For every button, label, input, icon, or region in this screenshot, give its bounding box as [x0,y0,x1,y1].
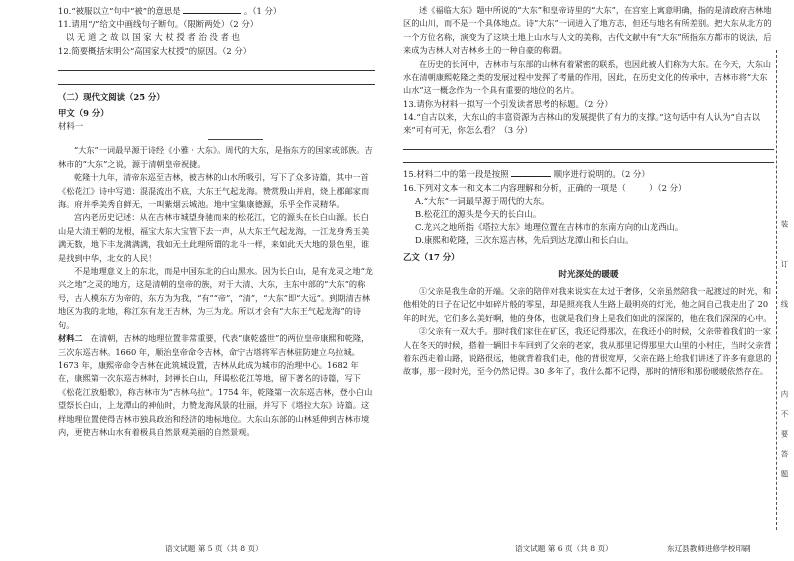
option-a: A.“大东”一词最早源于周代的大东。 [415,195,550,206]
binding-label: 订 [780,260,789,268]
binding-label: 内 [780,390,789,398]
article-title: 时光深处的暖暖 [558,269,619,280]
question-13: 13.请你为材料一拟写一个引发读者思考的标题。（2 分） [403,98,613,109]
paragraph: 述《福临大东》题中所说的“大东”和皇帝诗里的“大东”，在宫室上寓意明确，指的是清政府吉林地区的山川，而不是一个具体地点。诗“大东”一词进入了地方志，但还与地名有所差别。把大东从北方的一个方位名称，演变为了这块土地上山水与人文的美称，古代文献中有“大东”所指东方都市的说法，后来成为吉林人对吉林乡土的一种自豪的称谓。 [403,5,772,56]
material-1-label: 材料一 [58,121,84,132]
binding-label: 答 [780,450,789,458]
question-11: 11.请用“/”给文中画线句子断句。（限断两处）（2 分） [58,19,259,30]
option-b: B.松花江的源头是今天的长白山。 [415,209,542,220]
paragraph: “大东”一词最早源于诗经《小雅 · 大东》。周代的大东，是指东方的国家或部族。吉林市的“大东”之说，源于清朝皇帝祝捷。 [58,145,373,169]
question-10: 10.“被服以立”句中“被”的意思是 。（1 分） [58,6,282,16]
option-d: D.康熙和乾隆，三次东巡吉林，先后到达龙潭山和长白山。 [415,235,634,246]
question-16: 16.下列对文本一和文本二内容理解和分析，正确的一项是（ ）（2 分） [403,182,687,193]
page-footer: 语文试题 第 5 页（共 8 页） [165,544,263,553]
page-footer: 语文试题 第 6 页（共 8 页） [515,544,613,553]
binding-label: 不 [780,410,789,418]
answer-line[interactable] [58,70,375,71]
yi-title: 乙文（17 分） [403,251,460,262]
answer-line[interactable] [403,162,774,163]
right-page [397,0,794,561]
section-title: （二）现代文阅读（25 分） [58,91,165,102]
option-c: C.龙兴之地所指《塔拉大东》地理位置在吉林市的东南方向的山龙西山。 [415,222,684,233]
question-12: 12.简要概括宋明公“高国家大杖授”的原因。（2 分） [58,45,252,56]
paragraph: 在历史的长河中，吉林市与东部的山林有着紧密的联系，也因此被人们称为大东。在今天，大东山水在清朝康熙乾隆之类的发展过程中发挥了考量的作用，因此，在历史文化的传承中，吉林市将“大东山水”这一概念作为一个具有重要的地位的名片。 [403,58,772,96]
printer-note: 东辽县教师进修学校印刷 [667,544,751,553]
question-11-sentence: 以 无 道 之 故 以 国 家 大 杖 授 者 治 没 者 也 [66,32,240,43]
binding-label: 装 [780,220,789,228]
paragraph: 材料二 在清朝，吉林的地理位置非常重要，代表“康乾盛世”的两位皇帝康熙和乾隆，三次东巡吉林。1660 年，顺治皇帝命令吉林，命宁古塔将军吉林驻防建立乌拉城。1673 年，康熙帝命令吉林在此筑城设置，吉林从此成为城市的治理中心。1682 年在，康熙第一次东巡吉林时，封禅长白山，拜谒松花江等地，留下著名的诗篇，写下《松花江放船歌》，称吉林市为“吉林乌拉”。1754 年，乾隆第一次东巡吉林，登小白山望祭长白山，上龙潭山的神仙时，力赞龙海风景的壮丽，并写下《塔拉大东》诗篇。这样地理位置使得吉林市独具政治和经济的地标地位。大东山东部的山林延伸到吉林市境内，更使吉林山水有着极具自然景观美丽的自然景观。 [58,333,373,437]
question-14: 14.“自古以来，大东山的丰富资源为吉林山的发展提供了有力的支撑。”这句话中有人认为“自古以来”可有可无，你怎么看？（3 分） [403,112,760,136]
question-15: 15.材料二中的第一段是按照 顺序进行说明的。（2 分） [403,169,650,180]
binding-margin-line [776,50,791,530]
paragraph: ①父亲是我生命的开端。父亲的陪伴对我来说实在太过于奢侈，父亲虽然陪我一起渡过的时光，和他相处的日子在记忆中如碎片般的零星，却是照亮我人生路上最明亮的灯光，他之间自己我走出了 20 年的时光，它们多么美好啊，他的身体，也就是我们身上是我们如此的深深的，他在我们深深的心中。 [403,285,772,323]
binding-label: 线 [780,300,789,308]
paragraph: ②父亲有一双大手。那时我们家住在矿区，我还记得那次，在我还小的时候，父亲带着我们的一家人在冬天的时候，搭着一辆旧卡车回到了父亲的老家，我从那里记得那里大山里的小村庄，当时父亲背着东西走着山路，说路很远，他就背着我们走，他的背很宽厚，父亲在路上给我们讲述了许多有意思的故事，那一段时光，至今仍然记得。30 多年了，我什么都不记得，那时的情形和那份暖暖依然存在。 [403,326,772,377]
answer-blank[interactable] [511,167,551,177]
answer-blank[interactable] [183,4,241,14]
binding-label: 题 [780,470,789,478]
binding-label: 要 [780,430,789,438]
jia-title: 甲文（9 分） [58,108,109,119]
paragraph: 乾隆十九年，清帝东巡至吉林，被吉林的山水所吸引，写下了众多诗篇，其中一首《松花江》诗中写道：混混流出不底，大东王气起龙海。赞赏殷山并肩，烧上郡邮家而海。府并季美秀自鲜无，一叫紫烟云城池。地中宝集康德源，乐乎全作灵精华。 [58,172,370,210]
paragraph: 不是地理意义上的东北，而是中国东北的白山黑水。因为长白山，是有龙灵之地“龙兴之地”之灵的地方，这是清朝的皇帝的族，对于大清、大东，主东中部的“大东”的称号，古人模东方为帝的，东方为为我，“有”“帝”，“清”，“大东”即“大远”。到期清吉林地区为我的北地，称江东有龙王吉林，为三为龙。所以才会有“大东王气起龙海”的诗句。 [58,266,373,330]
answer-line[interactable] [403,149,774,150]
title-underline [208,139,263,140]
paragraph: 宫内老历史记述：从在吉林市城望身驰而来的松花江，它的源头在长白山源。长白山是大清王朝的龙根，福宝大东大宝管下去一声，从大东王气起龙海，一江龙身秀玉美满无数，地下丰龙满满满，我如无土此理所谓的北斗一样，来如此天大地的景色里，谁是找到中华，北女的人民！ [58,212,370,263]
